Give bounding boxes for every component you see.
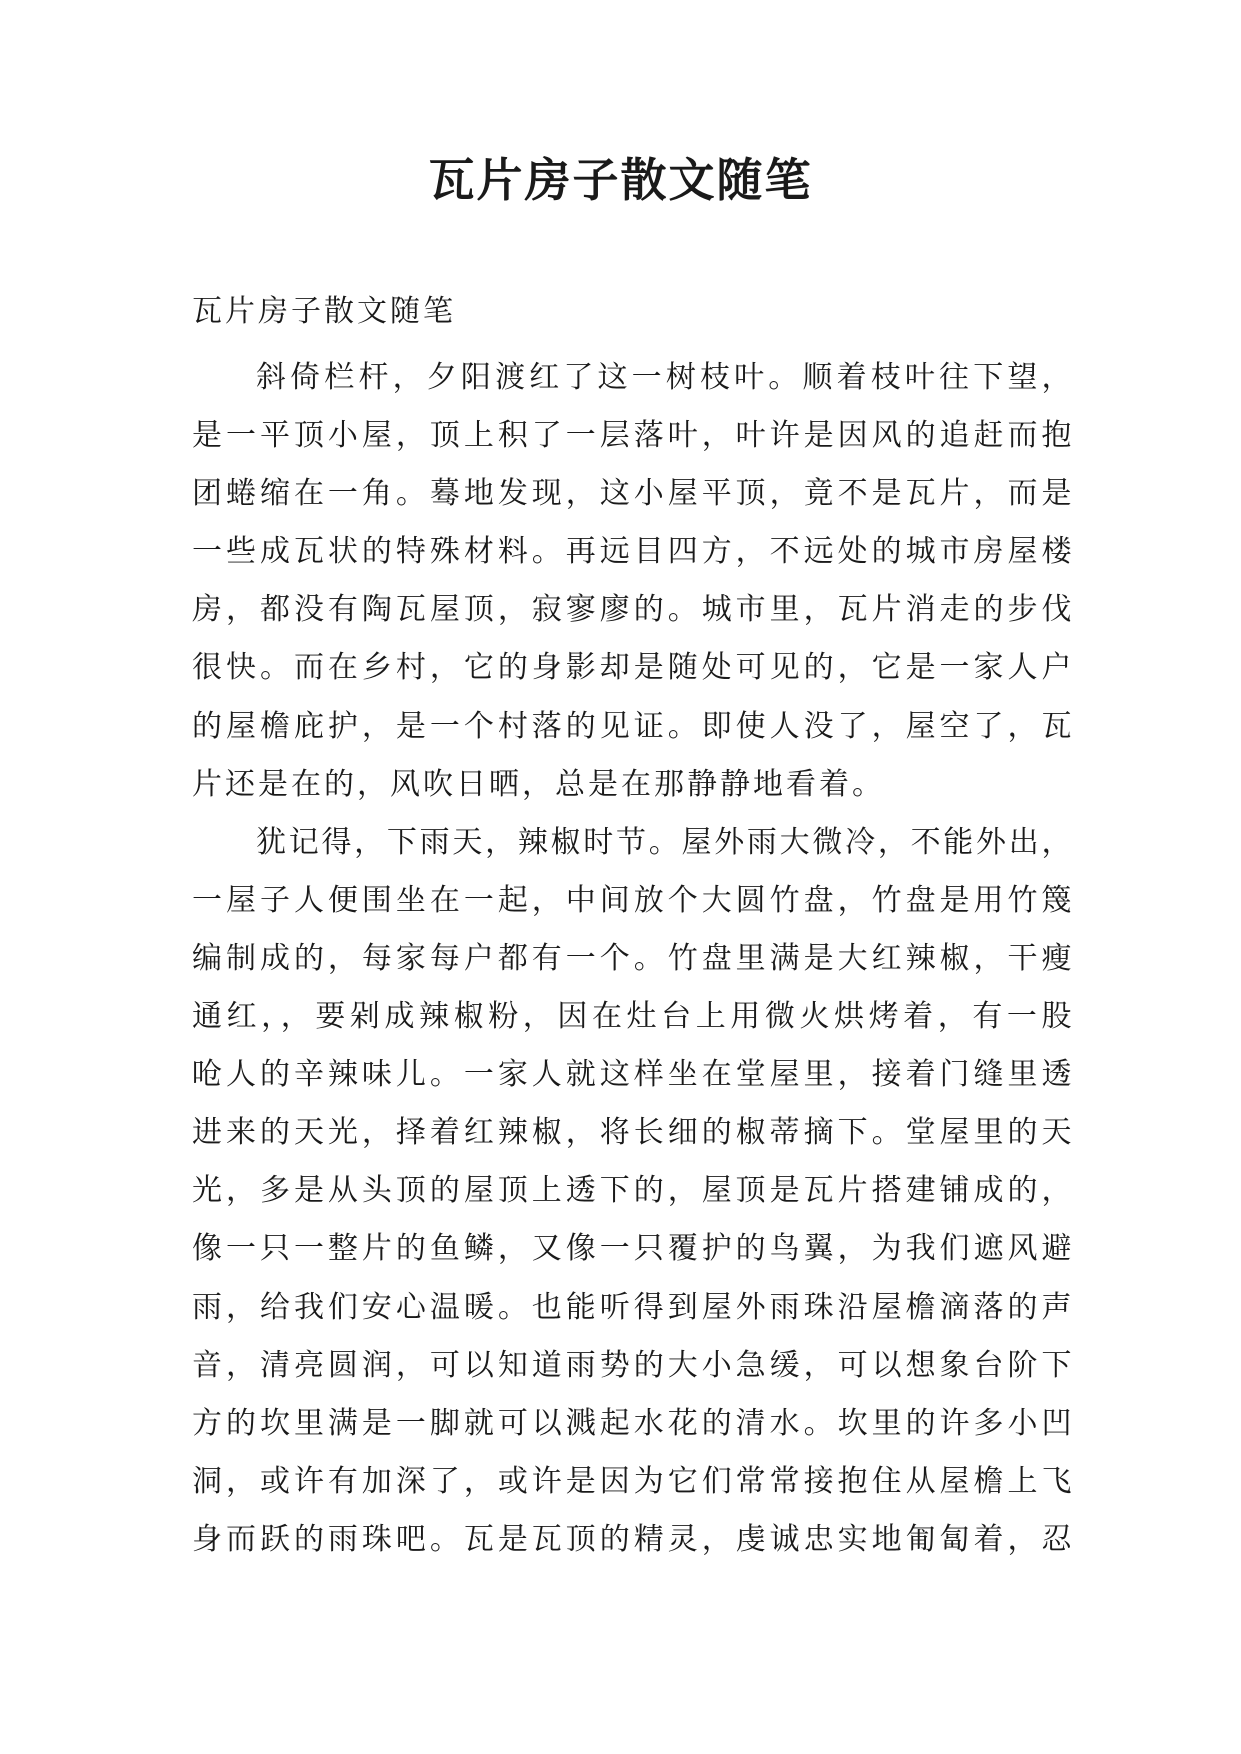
body-line: 音，清亮圆润，可以知道雨势的大小急缓，可以想象台阶下	[192, 1347, 1072, 1383]
body-line: 的屋檐庇护，是一个村落的见证。即使人没了，屋空了，瓦	[192, 708, 1072, 744]
body-line: 是一平顶小屋，顶上积了一层落叶，叶许是因风的追赶而抱	[192, 418, 1072, 454]
body-line: 一屋子人便围坐在一起，中间放个大圆竹盘，竹盘是用竹篾	[192, 882, 1072, 918]
body-line: 身而跃的雨珠吧。瓦是瓦顶的精灵，虔诚忠实地匍匐着，忍	[192, 1521, 1072, 1557]
body-line: 犹记得，下雨天，辣椒时节。屋外雨大微冷，不能外出，	[256, 824, 1072, 860]
body-line: 雨，给我们安心温暖。也能听得到屋外雨珠沿屋檐滴落的声	[192, 1289, 1072, 1325]
body-line: 编制成的，每家每户都有一个。竹盘里满是大红辣椒，干瘦	[192, 940, 1072, 976]
body-line: 团蜷缩在一角。蓦地发现，这小屋平顶，竟不是瓦片，而是	[192, 476, 1072, 512]
body-line: 片还是在的，风吹日晒，总是在那静静地看着。	[192, 766, 885, 802]
body-line: 呛人的辛辣味儿。一家人就这样坐在堂屋里，接着门缝里透	[192, 1057, 1072, 1093]
body-line: 通红，，要剁成辣椒粉，因在灶台上用微火烘烤着，有一股	[192, 999, 1072, 1035]
body-line: 一些成瓦状的特殊材料。再远目四方，不远处的城市房屋楼	[192, 534, 1072, 570]
body-line: 洞，或许有加深了，或许是因为它们常常接抱住从屋檐上飞	[192, 1463, 1072, 1499]
document-subtitle: 瓦片房子散文随笔	[192, 294, 456, 329]
body-line: 方的坎里满是一脚就可以溅起水花的清水。坎里的许多小凹	[192, 1405, 1072, 1441]
body-line: 像一只一整片的鱼鳞，又像一只覆护的鸟翼，为我们遮风避	[192, 1231, 1072, 1267]
body-line: 房，都没有陶瓦屋顶，寂寥廖的。城市里，瓦片消走的步伐	[192, 592, 1072, 628]
document-body	[192, 349, 1072, 1569]
body-line: 斜倚栏杆，夕阳渡红了这一树枝叶。顺着枝叶往下望，	[256, 360, 1072, 395]
document-title: 瓦片房子散文随笔	[428, 153, 813, 207]
body-line: 进来的天光，择着红辣椒，将长细的椒蒂摘下。堂屋里的天	[192, 1115, 1072, 1151]
body-line: 很快。而在乡村，它的身影却是随处可见的，它是一家人户	[192, 650, 1072, 686]
body-line: 光，多是从头顶的屋顶上透下的，屋顶是瓦片搭建铺成的，	[192, 1173, 1072, 1209]
